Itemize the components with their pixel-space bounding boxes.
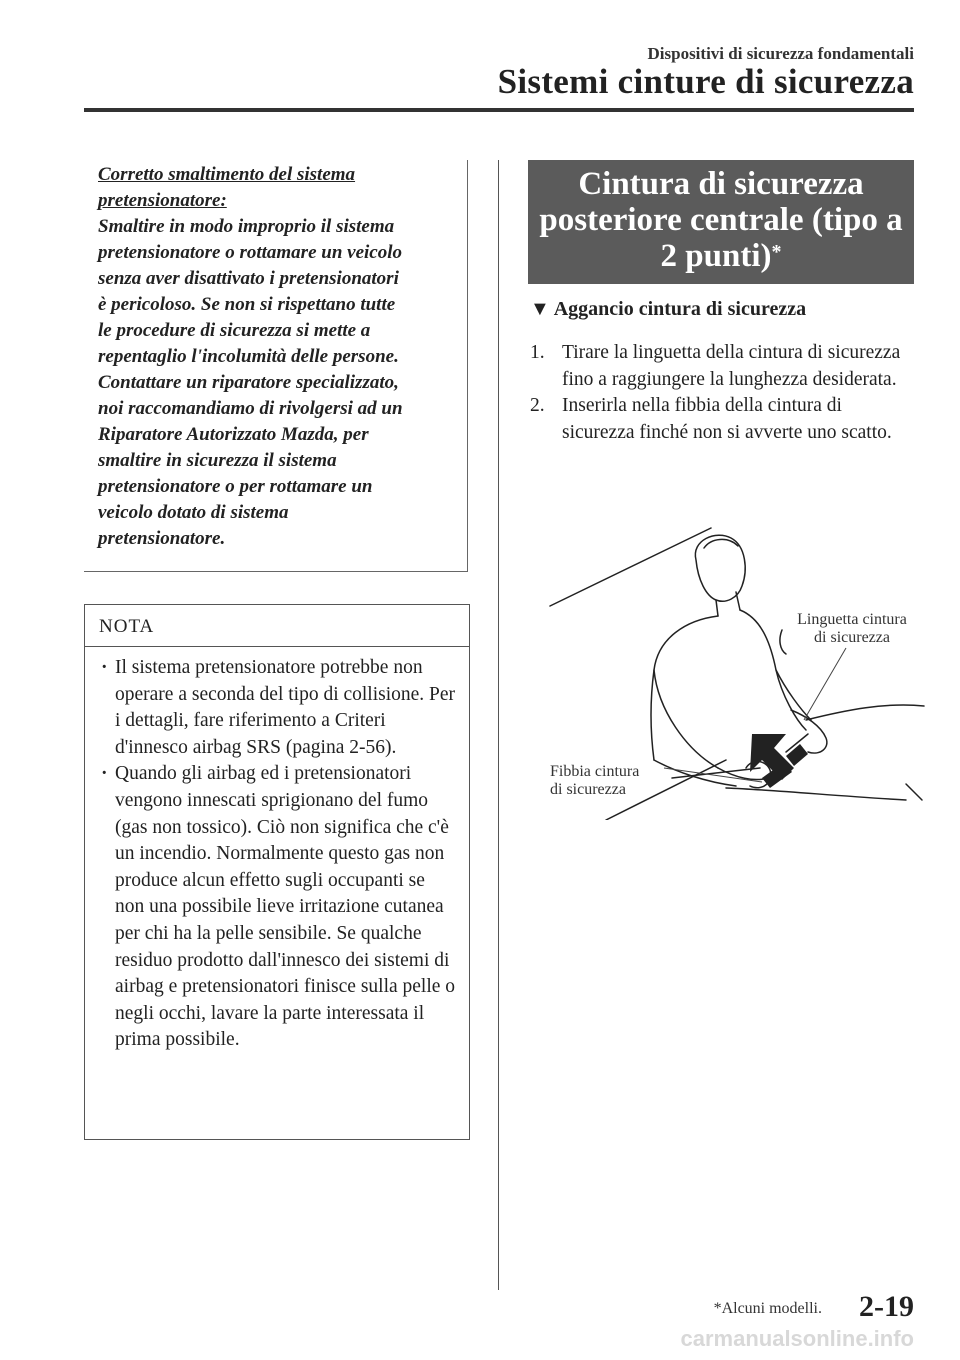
warning-heading-line-1: Corretto smaltimento del sistema [98, 164, 356, 185]
label-buckle-line-1: Fibbia cintura [550, 763, 640, 780]
step-text: Inserirla nella fibbia della cintura di sicurezza finché non si avverte uno scatto. [562, 395, 892, 443]
section-title-line-3-wrap [528, 238, 914, 274]
label-tongue-line-2: di sicurezza [814, 629, 890, 646]
page-number: 2-19 [859, 1290, 914, 1323]
warning-heading-line-2: pretensionatore: [98, 190, 227, 211]
buckle-strap [672, 768, 760, 778]
lap-line [726, 788, 906, 800]
warning-body-line: senza aver disattivato i pretensionatori [98, 268, 399, 289]
section-title-line-2: posteriore centrale (tipo a [539, 202, 903, 238]
subsection-heading-text: Aggancio cintura di sicurezza [553, 298, 807, 320]
leader-line-tongue [804, 648, 846, 720]
thigh-line [806, 705, 924, 720]
label-tongue-line-1: Linguetta cintura [797, 611, 907, 628]
step-text: Tirare la linguetta della cintura di sicurezza fino a raggiungere la lunghezza desiderata. [562, 342, 901, 390]
warning-body-line: le procedure di sicurezza si mette a [98, 320, 371, 341]
column-divider [498, 160, 499, 1290]
subsection-heading [530, 298, 806, 321]
left-arm [654, 670, 718, 768]
steps-list [530, 340, 910, 446]
asterisk-marker: * [771, 241, 782, 263]
seat-back-line [550, 528, 711, 606]
tongue-body [786, 744, 808, 766]
warning-body-line: Contattare un riparatore specializzato, [98, 372, 399, 393]
nota-heading: NOTA [85, 605, 469, 647]
seatbelt-illustration [546, 520, 926, 820]
step-number: 1. [530, 342, 545, 363]
triangle-down-icon: ▼ [530, 298, 550, 320]
nota-item: · Quando gli airbag ed i pretensionatori vengono innescati sprigionano del fumo (gas non tossico). Ciò non significa che c'è un incendio. Normalmente questo gas non produce alcun effetto sugli occupanti se non una possibile lieve irritazione cutanea per chi ha la pelle sensibile. Se qualche residuo prodotto dall'innesco dei sistemi di airbag e pretensionatori finisce sulla pelle o negli occhi, lavare la parte interessata il prima possibile. [115, 761, 457, 1054]
nota-list [85, 647, 469, 1054]
nota-box [84, 604, 470, 1140]
warning-body-line: Smaltire in modo improprio il sistema [98, 216, 395, 237]
warning-text [98, 162, 468, 552]
step-number: 2. [530, 395, 545, 417]
section-title-line-3: 2 punti) [660, 238, 772, 274]
header-rule [84, 108, 914, 112]
nota-item: · Il sistema pretensionatore potrebbe non operare a seconda del tipo di collisione. Per i dettagli, fare riferimento a Criteri d'innesco airbag SRS (pagina 2-56). [115, 655, 457, 761]
warning-body-line: veicolo dotato di sistema [98, 502, 289, 523]
warning-body-line: repentaglio l'incolumità delle persone. [98, 346, 399, 367]
page-title: Sistemi cinture di sicurezza [497, 62, 914, 101]
warning-body-line: pretensionatore o rottamare un veicolo [98, 242, 402, 263]
footnote: *Alcuni modelli. [713, 1300, 822, 1317]
warning-body-line: pretensionatore. [98, 528, 226, 549]
warning-body-line: smaltire in sicurezza il sistema [98, 450, 337, 471]
section-title-box [528, 160, 914, 284]
step-item [530, 393, 910, 446]
warning-body-line: Riparatore Autorizzato Mazda, per [98, 424, 369, 445]
step-item [530, 340, 910, 393]
label-buckle-line-2: di sicurezza [550, 781, 626, 798]
warning-body-line: è pericoloso. Se non si rispettano tutte [98, 294, 396, 315]
chapter-subtitle: Dispositivi di sicurezza fondamentali [647, 44, 914, 63]
watermark: carmanualsonline.info [680, 1326, 914, 1351]
section-title-line-1: Cintura di sicurezza [578, 166, 864, 202]
warning-body-line: noi raccomandiamo di rivolgersi ad un [98, 398, 403, 419]
warning-body-line: pretensionatore o per rottamare un [98, 476, 373, 497]
